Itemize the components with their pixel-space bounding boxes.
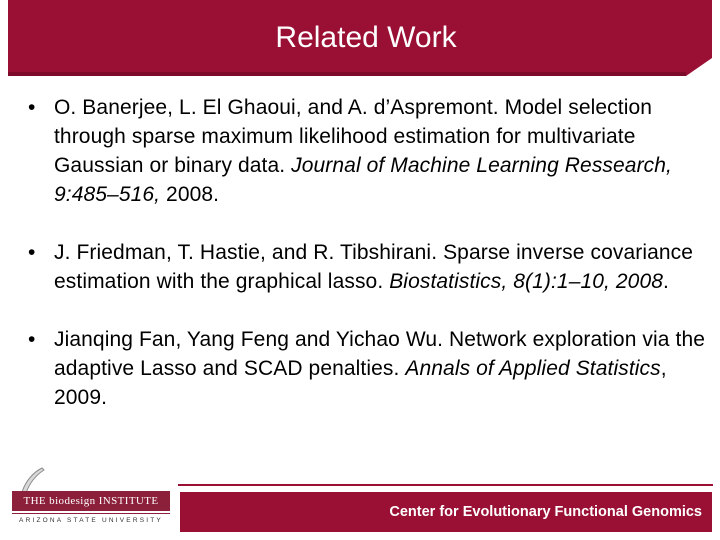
bullet: • [28, 241, 36, 264]
reference-text: O. Banerjee, L. El Ghaoui, and A. d’Aspremont. Model selection through sparse maximum likelihood estimation for multivariate Gaussian or binary data. [54, 96, 653, 177]
footer-bar [180, 492, 712, 532]
reference-item [28, 93, 708, 209]
title-bar-fold [686, 58, 712, 76]
reference-item [28, 325, 708, 412]
reference-text: J. Friedman, T. Hastie, and R. Tibshirani. Sparse inverse covariance estimation with the graphical lasso. [54, 241, 694, 293]
reference-source: Journal of Machine Learning Ressearch, 9:485–516, [54, 154, 672, 206]
reference-text: Jianqing Fan, Yang Feng and Yichao Wu. Network exploration via the adaptive Lasso and SCAD penalties. [54, 328, 705, 380]
reference-source: Biostatistics, 8(1):1–10, 2008 [389, 270, 664, 293]
footer-divider [178, 484, 713, 486]
reference-year: 2008. [160, 183, 220, 206]
reference-year: , 2009. [54, 357, 667, 409]
bullet: • [28, 328, 36, 351]
logo-title: THE biodesign INSTITUTE [12, 491, 170, 511]
center-name: Center for Evolutionary Functional Genomics [389, 504, 702, 520]
logo-subtitle: ARIZONA STATE UNIVERSITY [12, 513, 170, 526]
reference-source: Annals of Applied Statistics [405, 357, 661, 380]
title-bar-shade [8, 72, 686, 76]
slide-title: Related Work [275, 21, 457, 54]
reference-list [28, 93, 708, 441]
biodesign-logo [12, 491, 170, 527]
reference-year: . [663, 270, 669, 293]
reference-item [28, 238, 708, 296]
bullet: • [28, 96, 36, 119]
